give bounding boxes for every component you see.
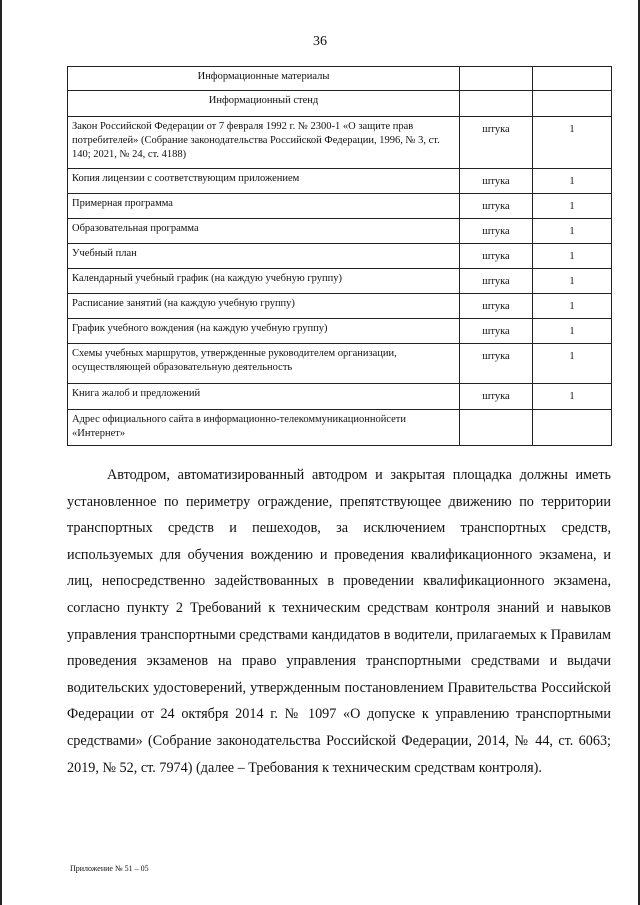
item-unit: штука — [460, 384, 533, 410]
item-name: График учебного вождения (на каждую учебную группу) — [68, 319, 460, 344]
table-row — [68, 269, 612, 294]
item-name: Расписание занятий (на каждую учебную группу) — [68, 294, 460, 319]
item-quantity: 1 — [533, 117, 612, 169]
table-row — [68, 344, 612, 384]
table-header-row — [68, 67, 612, 91]
page-border-left — [0, 0, 2, 905]
equipment-table — [67, 66, 612, 446]
table-header-row — [68, 91, 612, 117]
body-paragraph: Автодром, автоматизированный автодром и закрытая площадка должны иметь установленное по периметру ограждение, препятствующее движению по территории транспортных средств и пешеходов, за исключением транспортных средств, используемых для обучения вождению и проведения квалификационного экзамена, и лиц, непосредственно задействованных в проведении квалификационного экзамена, согласно пункту 2 Требований к техническим средствам контроля знаний и навыков управления транспортными средствами кандидатов в водители, прилагаемых к Правилам проведения экзаменов на право управления транспортными средствами и выдачи водительских удостоверений, утвержденным постановлением Правительства Российской Федерации от 24 октября 2014 г. № 1097 «О допуске к управлению транспортными средствами» (Собрание законодательства Российской Федерации, 2014, № 44, ст. 6063; 2019, № 52, ст. 7974) (далее – Требования к техническим средствам контроля). — [67, 467, 611, 776]
table-row — [68, 117, 612, 169]
item-quantity: 1 — [533, 269, 612, 294]
table-row — [68, 319, 612, 344]
item-quantity: 1 — [533, 194, 612, 219]
item-name: Календарный учебный график (на каждую учебную группу) — [68, 269, 460, 294]
body-section — [67, 462, 611, 781]
item-unit: штука — [460, 219, 533, 244]
table-row — [68, 410, 612, 446]
item-name: Книга жалоб и предложений — [68, 384, 460, 410]
table-cell-empty — [460, 67, 533, 91]
table-cell-empty — [460, 91, 533, 117]
item-quantity — [533, 410, 612, 446]
item-quantity: 1 — [533, 169, 612, 194]
table-cell-empty — [533, 67, 612, 91]
item-quantity: 1 — [533, 344, 612, 384]
table-row — [68, 244, 612, 269]
item-unit: штука — [460, 269, 533, 294]
item-name: Копия лицензии с соответствующим приложением — [68, 169, 460, 194]
item-name: Закон Российской Федерации от 7 февраля 1992 г. № 2300-1 «О защите прав потребителей» (Собрание законодательства Российской Федерации, 1996, № 3, ст. 140; 2021, № 24, ст. 4188) — [68, 117, 460, 169]
table-header-cell: Информационные материалы — [68, 67, 460, 91]
item-unit: штука — [460, 294, 533, 319]
item-quantity: 1 — [533, 319, 612, 344]
table-row — [68, 194, 612, 219]
item-unit — [460, 410, 533, 446]
table-header-cell: Информационный стенд — [68, 91, 460, 117]
item-unit: штука — [460, 194, 533, 219]
item-name: Учебный план — [68, 244, 460, 269]
item-unit: штука — [460, 319, 533, 344]
item-name: Схемы учебных маршрутов, утвержденные руководителем организации, осуществляющей образовательную деятельность — [68, 344, 460, 384]
table-row — [68, 294, 612, 319]
item-unit: штука — [460, 244, 533, 269]
table-cell-empty — [533, 91, 612, 117]
item-name: Образовательная программа — [68, 219, 460, 244]
table-row — [68, 219, 612, 244]
item-unit: штука — [460, 117, 533, 169]
table-row — [68, 384, 612, 410]
page-number: 36 — [313, 34, 327, 49]
item-name: Адрес официального сайта в информационно-телекоммуникационнойсети «Интернет» — [68, 410, 460, 446]
item-quantity: 1 — [533, 219, 612, 244]
item-quantity: 1 — [533, 244, 612, 269]
item-quantity: 1 — [533, 294, 612, 319]
item-name: Примерная программа — [68, 194, 460, 219]
item-unit: штука — [460, 344, 533, 384]
table-row — [68, 169, 612, 194]
item-unit: штука — [460, 169, 533, 194]
footer-note: Приложение № 51 – 05 — [70, 864, 149, 873]
item-quantity: 1 — [533, 384, 612, 410]
